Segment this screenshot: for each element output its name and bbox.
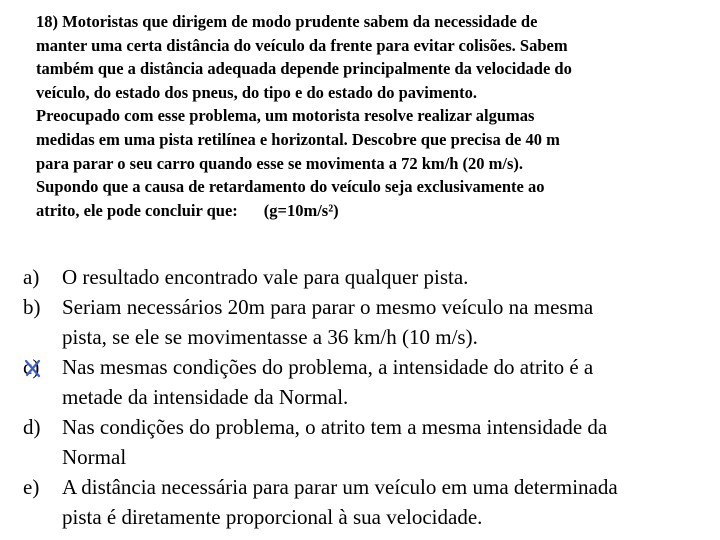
option-a[interactable] — [0, 262, 720, 292]
question-line: 18) Motoristas que dirigem de modo prudente sabem da necessidade de — [36, 12, 538, 31]
option-text: pista é diretamente proporcional à sua velocidade. — [62, 505, 483, 529]
question-line: também que a distância adequada depende principalmente da velocidade do — [36, 59, 572, 79]
option-text: O resultado encontrado vale para qualquer pista. — [62, 265, 469, 289]
option-text: pista, se ele se movimentasse a 36 km/h (10 m/s). — [62, 325, 478, 349]
option-text: Normal — [62, 445, 127, 469]
answer-options — [0, 262, 720, 532]
option-d[interactable] — [0, 412, 720, 472]
question-prompt: atrito, ele pode concluir que: — [36, 200, 238, 220]
option-letter: c) — [23, 355, 40, 379]
question-line: veículo, do estado dos pneus, do tipo e do estado do pavimento. — [36, 82, 477, 102]
check-mark-stroke — [26, 361, 39, 376]
question-line: para parar o seu carro quando esse se movimenta a 72 km/h (20 m/s). — [36, 153, 524, 173]
question-line: medidas em uma pista retilínea e horizontal. Descobre que precisa de 40 m — [36, 129, 560, 149]
question-text — [36, 10, 696, 222]
option-e[interactable] — [0, 472, 720, 532]
question-line: manter uma certa distância do veículo da frente para evitar colisões. Sabem — [36, 35, 568, 55]
option-letter: e) — [23, 475, 40, 499]
question-line-last — [36, 199, 696, 223]
option-text: Nas mesmas condições do problema, a intensidade do atrito é a — [62, 355, 594, 379]
question-line: Supondo que a causa de retardamento do veículo seja exclusivamente ao — [36, 177, 545, 197]
gravity-note: (g=10m/s²) — [263, 200, 339, 220]
option-letter: b) — [23, 295, 41, 319]
check-mark-icon — [24, 358, 42, 378]
option-c[interactable] — [0, 352, 720, 412]
option-b[interactable] — [0, 292, 720, 352]
option-text: A distância necessária para parar um veículo em uma determinada — [62, 475, 618, 499]
option-text: Nas condições do problema, o atrito tem a mesma intensidade da — [62, 415, 608, 439]
option-letter: a) — [23, 265, 40, 289]
question-line: Preocupado com esse problema, um motorista resolve realizar algumas — [36, 106, 535, 126]
option-letter: d) — [23, 415, 41, 439]
option-text: metade da intensidade da Normal. — [62, 385, 349, 409]
option-text: Seriam necessários 20m para parar o mesmo veículo na mesma — [62, 295, 594, 319]
